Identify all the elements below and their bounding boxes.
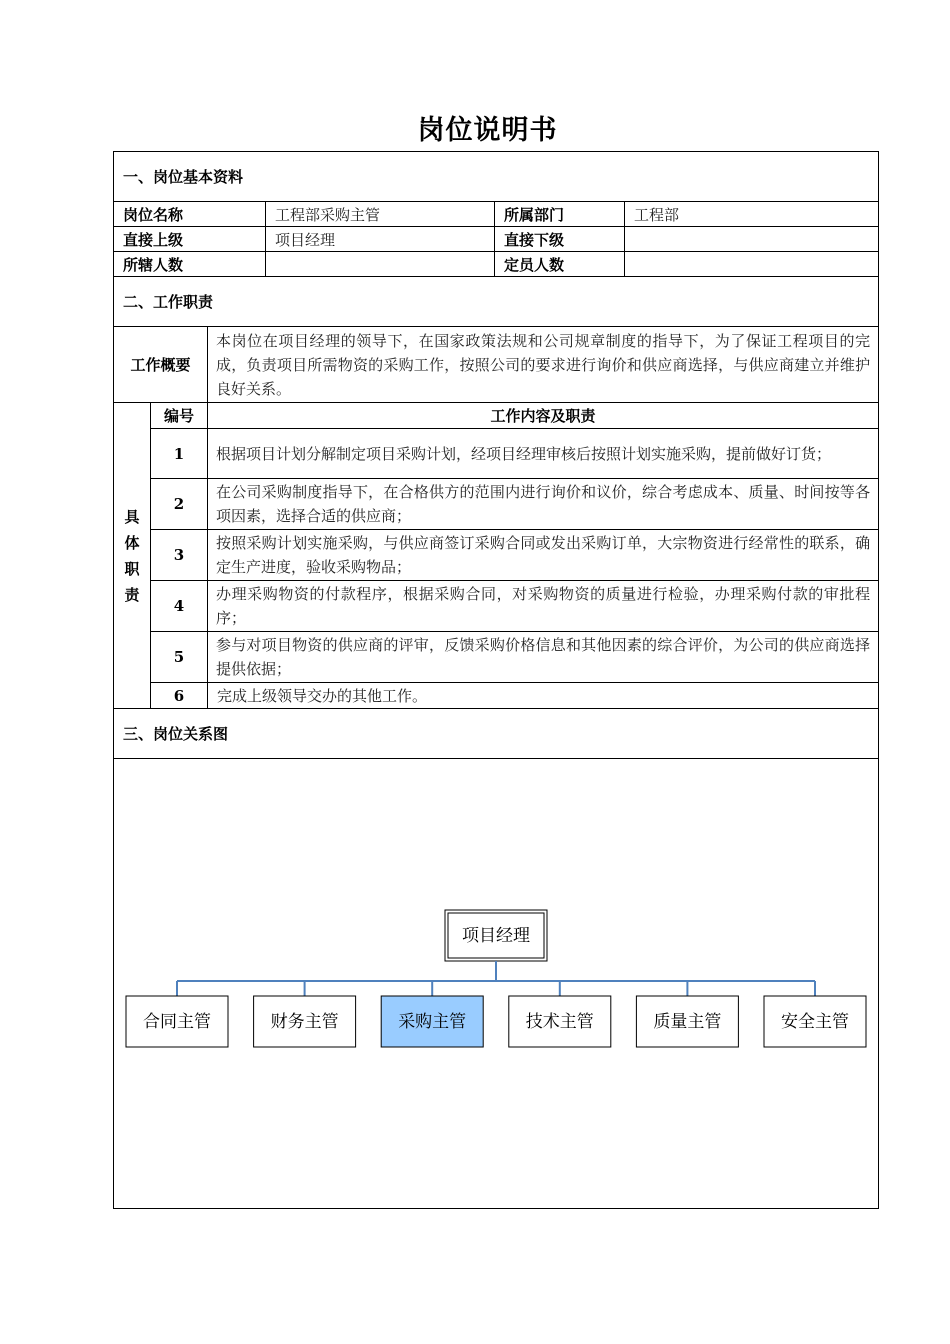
duties-label [114, 403, 151, 709]
info-value: 工程部采购主管 [266, 202, 495, 227]
info-row [114, 202, 879, 227]
section3-heading: 三、岗位关系图 [114, 709, 879, 759]
duties-label-char: 责 [124, 585, 140, 604]
duty-text: 根据项目计划分解制定项目采购计划，经项目经理审核后按照计划实施采购，提前做好订货； [208, 429, 879, 479]
info-label: 岗位名称 [114, 202, 266, 227]
duty-row [114, 479, 879, 530]
info-label: 所辖人数 [114, 252, 266, 277]
org-chart [114, 759, 877, 1204]
org-sub-label: 合同主管 [143, 1012, 211, 1032]
duty-number: 2 [151, 479, 208, 530]
info-value [625, 252, 879, 277]
duty-number: 3 [151, 530, 208, 581]
duty-row [114, 429, 879, 479]
duty-number: 4 [151, 581, 208, 632]
duty-row [114, 530, 879, 581]
col-header-no: 编号 [151, 403, 208, 429]
org-sub-label: 财务主管 [270, 1012, 339, 1032]
org-sub-label: 技术主管 [525, 1012, 594, 1032]
duty-number: 6 [151, 683, 208, 709]
info-value: 项目经理 [266, 227, 495, 252]
org-top-label: 项目经理 [462, 926, 530, 946]
info-row [114, 227, 879, 252]
info-value [266, 252, 495, 277]
info-value: 工程部 [625, 202, 879, 227]
duty-number: 5 [151, 632, 208, 683]
info-value [625, 227, 879, 252]
org-sub-label: 质量主管 [653, 1012, 722, 1032]
document-title: 岗位说明书 [417, 115, 558, 146]
section1-heading: 一、岗位基本资料 [114, 152, 879, 202]
summary-label: 工作概要 [114, 327, 208, 403]
org-sub-boxes [126, 996, 866, 1047]
col-header-content: 工作内容及职责 [208, 403, 879, 429]
org-connectors [177, 961, 815, 996]
duty-text: 完成上级领导交办的其他工作。 [208, 683, 879, 709]
org-sub-label: 采购主管 [398, 1012, 467, 1032]
info-row [114, 252, 879, 277]
info-label: 定员人数 [495, 252, 625, 277]
duty-number: 1 [151, 429, 208, 479]
org-chart-cell [114, 759, 879, 1209]
duties-label-char: 体 [124, 533, 140, 552]
duty-text: 按照采购计划实施采购，与供应商签订采购合同或发出采购订单，大宗物资进行经常性的联系，确定生产进度，验收采购物品； [208, 530, 879, 581]
section2-heading: 二、工作职责 [114, 277, 879, 327]
duties-label-char: 职 [124, 559, 140, 578]
info-label: 直接上级 [114, 227, 266, 252]
summary-text: 本岗位在项目经理的领导下，在国家政策法规和公司规章制度的指导下，为了保证工程项目的完成，负责项目所需物资的采购工作，按照公司的要求进行询价和供应商选择，与供应商建立并维护良好关系。 [208, 327, 879, 403]
job-description-table [113, 151, 879, 1209]
duty-text: 参与对项目物资的供应商的评审，反馈采购价格信息和其他因素的综合评价，为公司的供应商选择提供依据； [208, 632, 879, 683]
duty-text: 办理采购物资的付款程序，根据采购合同，对采购物资的质量进行检验，办理采购付款的审批程序； [208, 581, 879, 632]
duty-row [114, 683, 879, 709]
info-label: 所属部门 [495, 202, 625, 227]
info-label: 直接下级 [495, 227, 625, 252]
duties-label-char: 具 [124, 507, 140, 526]
duty-row [114, 632, 879, 683]
duty-row [114, 581, 879, 632]
org-sub-label: 安全主管 [781, 1012, 849, 1032]
duty-text: 在公司采购制度指导下，在合格供方的范围内进行询价和议价，综合考虑成本、质量、时间按等各项因素，选择合适的供应商； [208, 479, 879, 530]
